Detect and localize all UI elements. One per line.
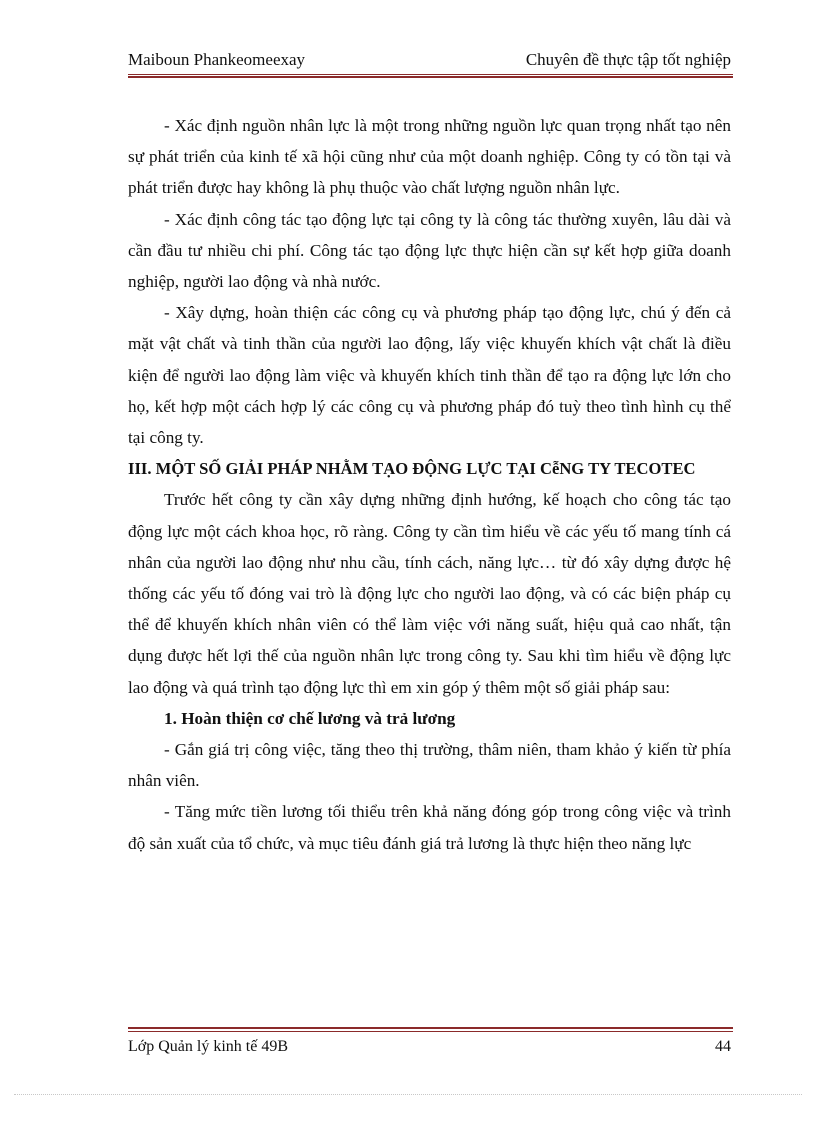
body-paragraph-2: - Xác định công tác tạo động lực tại công ty là công tác thường xuyên, lâu dài và cần đầu tư nhiều chi phí. Công tác tạo động lực thực hiện cần sự kết hợp giữa doanh nghiệp, người lao động và nhà nước. bbox=[128, 209, 731, 292]
header-rule-bottom bbox=[128, 76, 733, 78]
intro-paragraph: Trước hết công ty cần xây dựng những định hướng, kế hoạch cho công tác tạo động lực một cách khoa học, rõ ràng. Công ty cần tìm hiểu về các yếu tố mang tính cá nhân của người lao động như nhu cầu, tính cách, năng lực… từ đó xây dựng được hệ thống các yếu tố đóng vai trò là động lực cho người lao động, và có các biện pháp cụ thể để khuyến khích nhân viên có thể làm việc với năng suất, hiệu quả cao nhất, tận dụng được hết lợi thế của nguồn nhân lực trong công ty. Sau khi tìm hiểu về động lực lao động và quá trình tạo động lực thì em xin góp ý thêm một số giải pháp sau: bbox=[128, 490, 731, 697]
footer-rule-top bbox=[128, 1027, 733, 1029]
page-body bbox=[128, 110, 731, 859]
sub-paragraph-2: - Tăng mức tiền lương tối thiểu trên khả năng đóng góp trong công việc và trình độ sản xuất của tổ chức, và mục tiêu đánh giá trả lương là thực hiện theo năng lực bbox=[128, 802, 731, 853]
footer-rule-bottom bbox=[128, 1031, 733, 1032]
sub-paragraph-1: - Gắn giá trị công việc, tăng theo thị trường, thâm niên, tham khảo ý kiến từ phía nhân viên. bbox=[128, 740, 731, 791]
header-title: Chuyên đề thực tập tốt nghiệp bbox=[525, 50, 731, 69]
header-author: Maiboun Phankeomeexay bbox=[128, 50, 306, 69]
header-rule-top bbox=[128, 74, 733, 75]
subsection-heading: 1. Hoàn thiện cơ chế lương và trả lương bbox=[164, 708, 456, 728]
footer-class-name: Lớp Quản lý kinh tế 49B bbox=[128, 1038, 288, 1055]
page-header bbox=[128, 46, 731, 74]
page-number: 44 bbox=[715, 1038, 731, 1055]
section-heading: III. MỘT SỐ GIẢI PHÁP NHẰM TẠO ĐỘNG LỰC TẠI CễNG TY TECOTEC bbox=[128, 459, 696, 479]
body-paragraph-1: - Xác định nguồn nhân lực là một trong những nguồn lực quan trọng nhất tạo nên sự phát triển của kinh tế xã hội cũng như của một doanh nghiệp. Công ty có tồn tại và phát triển được hay không là phụ thuộc vào chất lượng nguồn nhân lực. bbox=[128, 116, 731, 198]
body-paragraph-3: - Xây dựng, hoàn thiện các công cụ và phương pháp tạo động lực, chú ý đến cả mặt vật chất và tinh thần của người lao động, lấy việc khuyến khích vật chất là điều kiện để người lao động làm việc và khuyến khích tinh thần để tạo ra động lực lớn cho họ, kết hợp một cách hợp lý các công cụ và phương pháp đó tuỳ theo tình hình cụ thể tại công ty. bbox=[128, 303, 731, 448]
page-edge-divider bbox=[14, 1094, 802, 1095]
